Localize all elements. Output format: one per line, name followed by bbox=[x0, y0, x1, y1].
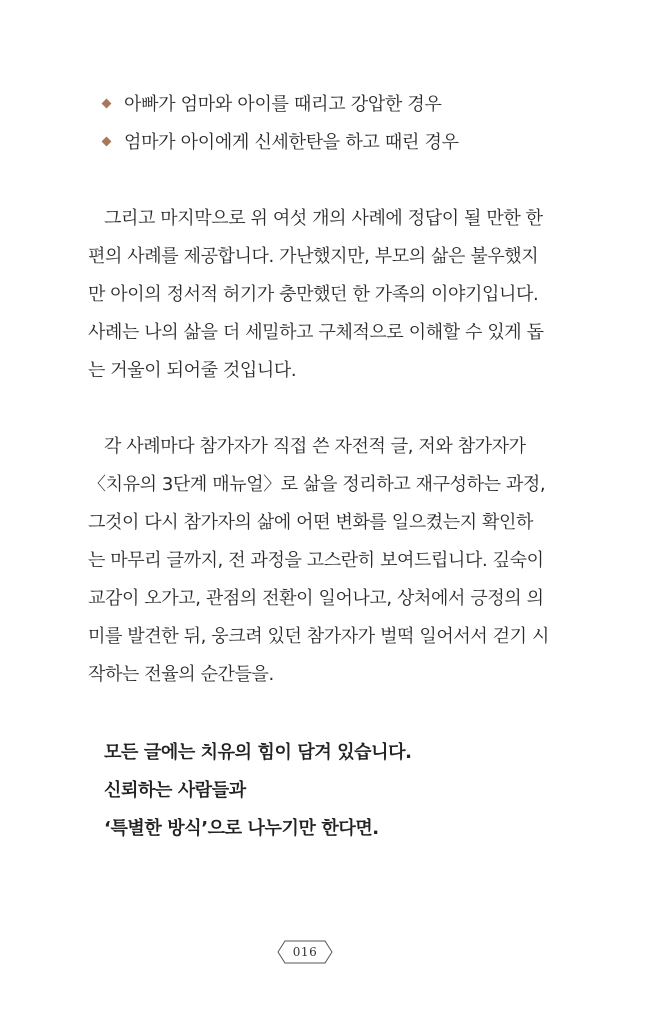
text-line: 미를 발견한 뒤, 웅크려 있던 참가자가 벌떡 일어서서 걷기 시 bbox=[88, 626, 549, 647]
diamond-bullet-icon bbox=[102, 98, 112, 108]
bullet-text: 엄마가 아이에게 신세한탄을 하고 때린 경우 bbox=[124, 132, 459, 153]
page-number-text: 016 bbox=[292, 945, 318, 959]
text-line: 신뢰하는 사람들과 bbox=[104, 780, 246, 801]
text-line: 작하는 전율의 순간들을. bbox=[88, 664, 274, 685]
text-line: 사례는 나의 삶을 더 세밀하고 구체적으로 이해할 수 있게 돕 bbox=[88, 322, 544, 343]
text-line: 편의 사례를 제공합니다. 가난했지만, 부모의 삶은 불우했지 bbox=[88, 246, 539, 267]
diamond-bullet-icon bbox=[102, 136, 112, 146]
paragraph-2 bbox=[88, 428, 578, 694]
text-line: 〈치유의 3단계 매뉴얼〉로 삶을 정리하고 재구성하는 과정, bbox=[88, 474, 546, 495]
bullet-text: 아빠가 엄마와 아이를 때리고 강압한 경우 bbox=[124, 94, 442, 115]
text-line: 는 거울이 되어줄 것입니다. bbox=[88, 360, 297, 381]
text-line: 그리고 마지막으로 위 여섯 개의 사례에 정답이 될 만한 한 bbox=[104, 208, 543, 229]
text-line: 그것이 다시 참가자의 삶에 어떤 변화를 일으켰는지 확인하 bbox=[88, 512, 533, 533]
paragraph-1 bbox=[88, 200, 578, 390]
text-line: 모든 글에는 치유의 힘이 담겨 있습니다. bbox=[104, 742, 412, 763]
list-item bbox=[103, 84, 573, 122]
page-number bbox=[277, 940, 333, 964]
text-line: ‘특별한 방식’으로 나누기만 한다면. bbox=[104, 818, 379, 839]
text-line: 는 마무리 글까지, 전 과정을 고스란히 보여드립니다. 깊숙이 bbox=[88, 550, 544, 571]
closing-statement bbox=[104, 734, 574, 848]
text-line: 각 사례마다 참가자가 직접 쓴 자전적 글, 저와 참가자가 bbox=[104, 436, 526, 457]
text-line: 교감이 오가고, 관점의 전환이 일어나고, 상처에서 긍정의 의 bbox=[88, 588, 544, 609]
list-item bbox=[103, 122, 573, 160]
bullet-list bbox=[103, 84, 573, 160]
text-line: 만 아이의 정서적 허기가 충만했던 한 가족의 이야기입니다. bbox=[88, 284, 539, 305]
